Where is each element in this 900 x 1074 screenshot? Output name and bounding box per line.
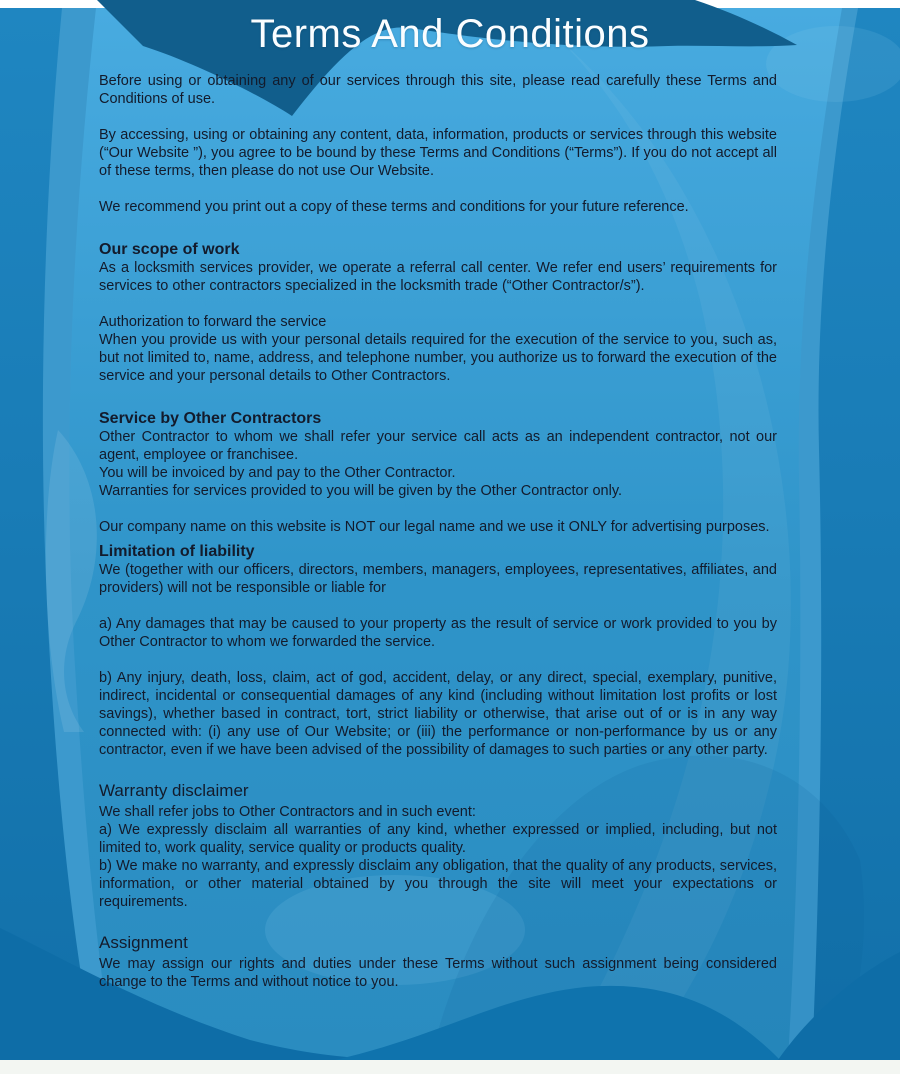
- print-recommendation-paragraph: We recommend you print out a copy of these terms and conditions for your future reference.: [99, 199, 689, 215]
- page-title: Terms And Conditions: [250, 12, 650, 56]
- invoicing-paragraph: You will be invoiced by and pay to the Other Contractor.: [99, 465, 456, 481]
- liability-item-b-paragraph: b) Any injury, death, loss, claim, act of god, accident, delay, or any direct, special, exemplary, punitive, indirect, incidental or consequential damages of any kind (including without limitation lost profits or lost savings), whether based in contract, tort, strict liability or otherwise, that arise out of or is in any way connected with: (i) any use of Our Website; or (iii) the performance or non-performance by us or any contractor, even if we have been advised of the possibility of damages to such parties or any other party.: [99, 670, 777, 758]
- intro-paragraph: Before using or obtaining any of our services through this site, please read carefully these Terms and Conditions of use.: [99, 73, 777, 107]
- terms-content: [99, 72, 777, 991]
- warranty-intro-paragraph: We shall refer jobs to Other Contractors and in such event:: [99, 804, 476, 820]
- warranty-item-a-paragraph: a) We expressly disclaim all warranties of any kind, whether expressed or implied, including, but not limited to, work quality, service quality or products quality.: [99, 822, 777, 856]
- section-heading-service-by-other-contractors: Service by Other Contractors: [99, 410, 322, 427]
- section-heading-assignment: Assignment: [99, 933, 188, 952]
- section-heading-our-scope-of-work: Our scope of work: [99, 241, 240, 258]
- company-name-paragraph: Our company name on this website is NOT our legal name and we use it ONLY for advertising purposes.: [99, 519, 770, 535]
- section-heading-warranty-disclaimer: Warranty disclaimer: [99, 781, 249, 800]
- liability-intro-paragraph: We (together with our officers, directors, members, managers, employees, representatives, affiliates, and providers) will not be responsible or liable for: [99, 562, 777, 596]
- section-heading-limitation-of-liability: Limitation of liability: [99, 543, 255, 560]
- warranty-item-b-paragraph: b) We make no warranty, and expressly disclaim any obligation, that the quality of any products, services, information, or other material obtained by you through the site will meet your expectations or requirements.: [99, 858, 777, 910]
- assignment-paragraph: We may assign our rights and duties under these Terms without such assignment being considered change to the Terms and without notice to you.: [99, 956, 777, 990]
- bottom-margin-strip: [0, 1060, 900, 1074]
- acceptance-paragraph: By accessing, using or obtaining any content, data, information, products or services through this website (“Our Website ”), you agree to be bound by these Terms and Conditions (“Terms”). If you do not accept all of these terms, then please do not use Our Website.: [99, 127, 777, 179]
- authorization-paragraph: When you provide us with your personal details required for the execution of the service to you, such as, but not limited to, name, address, and telephone number, you authorize us to forward the execution of the service and your personal details to Other Contractors.: [99, 332, 777, 384]
- authorization-subheading: Authorization to forward the service: [99, 314, 327, 330]
- scope-paragraph: As a locksmith services provider, we operate a referral call center. We refer end users’ requirements for services to other contractors specialized in the locksmith trade (“Other Contractor/s”).: [99, 260, 777, 294]
- independent-contractor-paragraph: Other Contractor to whom we shall refer your service call acts as an independent contractor, not our agent, employee or franchisee.: [99, 429, 777, 463]
- liability-item-a-paragraph: a) Any damages that may be caused to your property as the result of service or work provided to you by Other Contractor to whom we forwarded the service.: [99, 616, 777, 650]
- warranties-paragraph: Warranties for services provided to you will be given by the Other Contractor only.: [99, 483, 623, 499]
